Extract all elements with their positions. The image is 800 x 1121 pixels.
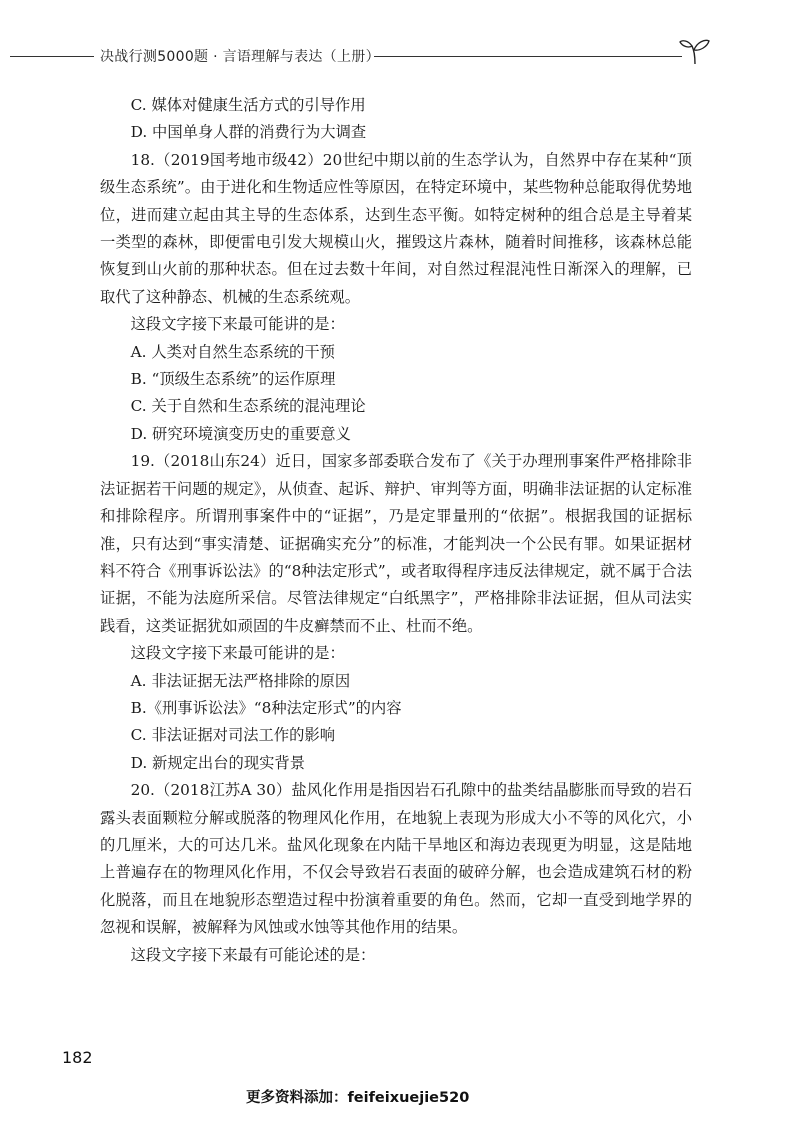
q18-option-b: B. “顶级生态系统”的运作原理 [130, 370, 336, 389]
q19-option-d: D. 新规定出台的现实背景 [130, 753, 306, 772]
q19-option-a: A. 非法证据无法严格排除的原因 [130, 671, 351, 690]
footer-note: 更多资料添加：feifeixuejie520 [246, 1090, 470, 1106]
header-rule-right [374, 56, 682, 57]
q17-option-c: C. 媒体对健康生活方式的引导作用 [130, 96, 366, 114]
page-body [100, 92, 692, 969]
header-rule-left [10, 56, 94, 57]
running-header [10, 36, 790, 76]
q19-option-b: B.《刑事诉讼法》“8种法定形式”的内容 [130, 698, 402, 717]
q18-passage: 18.（2019国考地市级42）20世纪中期以前的生态学认为，自然界中存在某种“顶级生态系统”。由于进化和生物适应性等原因，在特定环境中，某些物种总能取得优势地位，进而建立起由其主导的生态体系，达到生态平衡。如特定树种的组合总是主导着某一类型的森林，即便雷电引发大规模山火，摧毁这片森林，随着时间推移，该森林总能恢复到山火前的那种状态。但在过去数十年间，对自然过程混沌性日渐深入的理解，已取代了这种静态、机械的生态系统观。 [100, 150, 692, 306]
page-number: 182 [62, 1048, 93, 1067]
sprout-icon [678, 36, 712, 66]
q19-passage: 19.（2018山东24）近日，国家多部委联合发布了《关于办理刑事案件严格排除非法证据若干问题的规定》，从侦查、起诉、辩护、审判等方面，明确非法证据的认定标准和排除程序。所谓刑事案件中的“证据”，乃是定罪量刑的“依据”。根据我国的证据标准，只有达到“事实清楚、证据确实充分”的标准，才能判决一个公民有罪。如果证据材料不符合《刑事诉讼法》的“8种法定形式”，或者取得程序违反法律规定，就不属于合法证据，不能为法庭所采信。尽管法律规定“白纸黑字”，严格排除非法证据，但从司法实践看，这类证据犹如顽固的牛皮癣禁而不止、杜而不绝。 [100, 452, 692, 635]
q18-question: 这段文字接下来最可能讲的是： [130, 315, 345, 334]
q20-question: 这段文字接下来最有可能论述的是： [130, 945, 376, 964]
q18-option-a: A. 人类对自然生态系统的干预 [130, 342, 335, 361]
q19-question: 这段文字接下来最可能讲的是： [130, 644, 345, 663]
book-title: 决战行测5000题 · 言语理解与表达（上册） [100, 49, 380, 65]
q19-option-c: C. 非法证据对司法工作的影响 [130, 726, 336, 745]
q18-option-c: C. 关于自然和生态系统的混沌理论 [130, 397, 366, 416]
q18-option-d: D. 研究环境演变历史的重要意义 [130, 424, 351, 443]
q17-option-d: D. 中国单身人群的消费行为大调查 [130, 123, 367, 142]
q20-passage: 20.（2018江苏A 30）盐风化作用是指因岩石孔隙中的盐类结晶膨胀而导致的岩石露头表面颗粒分解或脱落的物理风化作用，在地貌上表现为形成大小不等的风化穴，小的几厘米，大的可达几米。盐风化现象在内陆干旱地区和海边表现更为明显，这是陆地上普遍存在的物理风化作用，不仅会导致岩石表面的破碎分解，也会造成建筑石材的粉化脱落，而且在地貌形态塑造过程中扮演着重要的角色。然而，它却一直受到地学界的忽视和误解，被解释为风蚀或水蚀等其他作用的结果。 [100, 781, 692, 937]
